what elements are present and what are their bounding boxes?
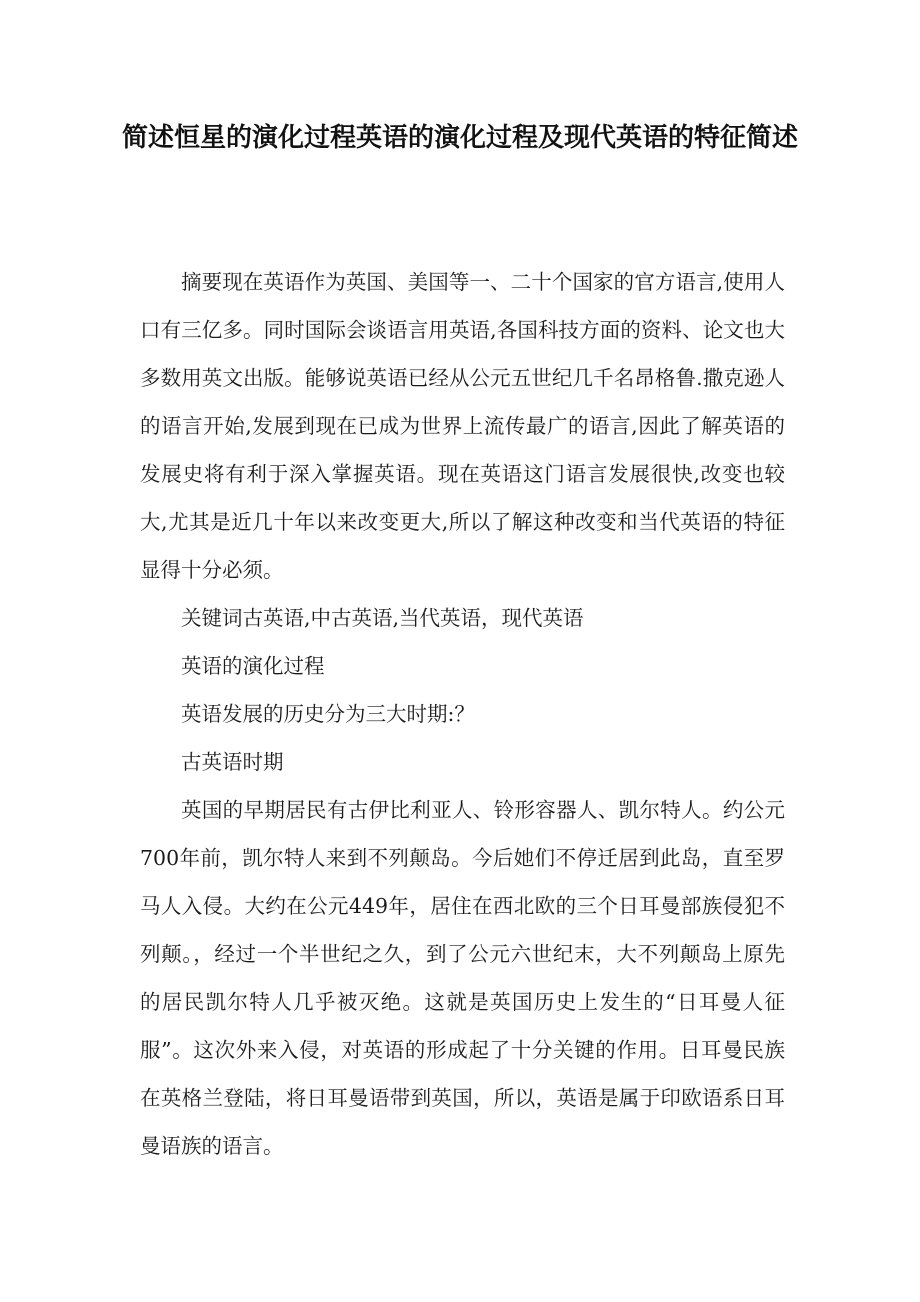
- section-heading: 英语的演化过程: [181, 654, 325, 678]
- abstract-paragraph: 摘要现在英语作为英国、美国等一、二十个国家的官方语言,使用人口有三亿多。同时国际会谈语言用英语,各国科技方面的资料、论文也大多数用英文出版。能够说英语已经从公元五世纪几千名昂格鲁.撒克逊人的语言开始,发展到现在已成为世界上流传最广的语言,因此了解英语的发展史将有利于深入掌握英语。现在英语这门语言发展很快,改变也较大,尤其是近几十年以来改变更大,所以了解这种改变和当代英语的特征显得十分必须。: [140, 270, 785, 582]
- keywords-paragraph: 关键词古英语,中古英语,当代英语，现代英语: [181, 606, 584, 630]
- old-english-paragraph: 英国的早期居民有古伊比利亚人、铃形容器人、凯尔特人。约公元700年前，凯尔特人来到不列颠岛。今后她们不停迁居到此岛，直至罗马人入侵。大约在公元449年，居住在西北欧的三个日耳曼部族侵犯不列颠。，经过一个半世纪之久，到了公元六世纪末，大不列颠岛上原先的居民凯尔特人几乎被灭绝。这就是英国历史上发生的“日耳曼人征服”。这次外来入侵，对英语的形成起了十分关键的作用。日耳曼民族在英格兰登陆，将日耳曼语带到英国，所以，英语是属于印欧语系日耳曼语族的语言。: [140, 798, 785, 1158]
- document-body: [140, 258, 785, 1170]
- document-title: 简述恒星的演化过程英语的演化过程及现代英语的特征简述: [121, 123, 798, 153]
- subsection-heading: 古英语时期: [181, 750, 284, 774]
- history-periods-paragraph: 英语发展的历史分为三大时期:？: [181, 702, 475, 726]
